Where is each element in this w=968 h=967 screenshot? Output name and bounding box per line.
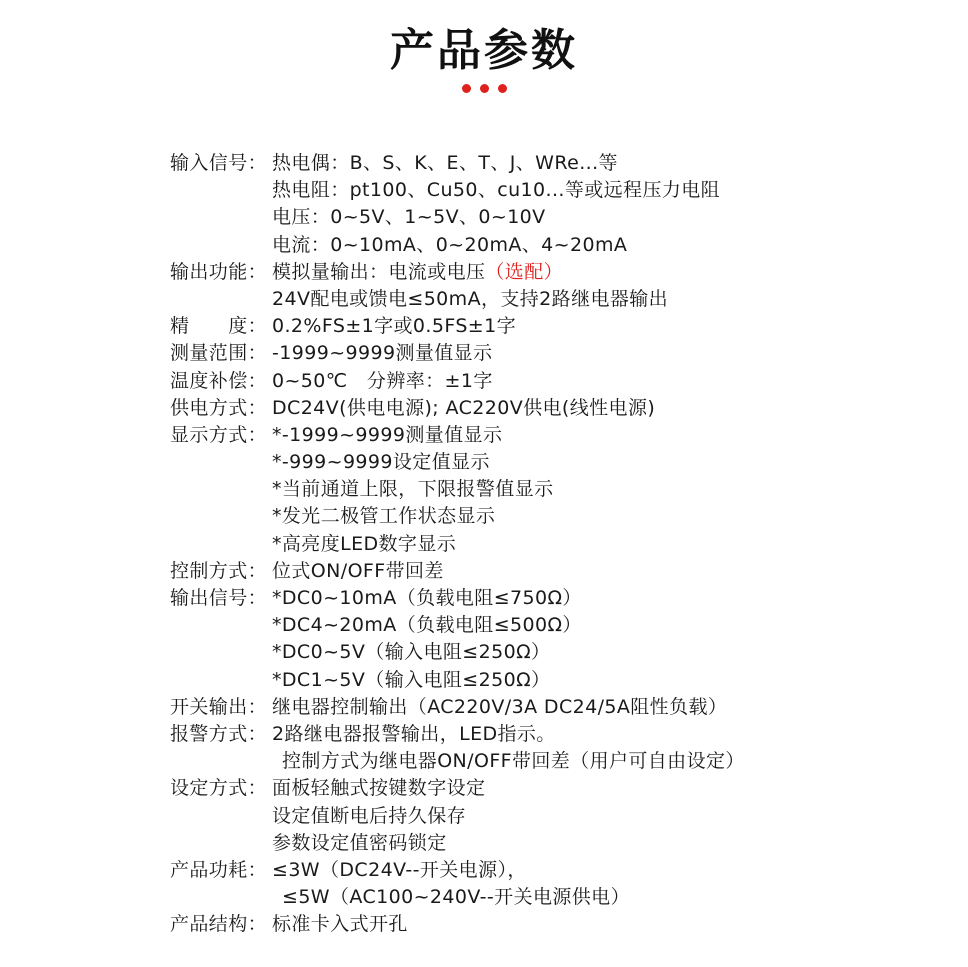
spec-value: 控制方式为继电器ON/OFF带回差（用户可自由设定） bbox=[282, 750, 745, 773]
spec-row-continued bbox=[170, 286, 960, 313]
spec-row-continued bbox=[170, 449, 960, 476]
spec-value: 2路继电器报警输出，LED指示。 bbox=[272, 722, 556, 745]
spec-value: *高亮度LED数字显示 bbox=[272, 532, 457, 555]
spec-label: 设定方式： bbox=[170, 777, 268, 800]
spec-value: *发光二极管工作状态显示 bbox=[272, 505, 496, 528]
spec-value: 热电阻：pt100、Cu50、cu10...等或远程压力电阻 bbox=[272, 179, 721, 202]
spec-value: 模拟量输出：电流或电压 bbox=[272, 260, 486, 283]
spec-row-continued bbox=[170, 884, 960, 911]
spec-row-continued bbox=[170, 476, 960, 503]
red-dot-icon bbox=[462, 84, 471, 93]
spec-label: 产品结构： bbox=[170, 913, 268, 936]
red-dot-icon bbox=[498, 84, 507, 93]
spec-value: *当前通道上限，下限报警值显示 bbox=[272, 478, 554, 501]
spec-row-temp-comp bbox=[170, 368, 960, 395]
red-dot-icon bbox=[480, 84, 489, 93]
spec-row-continued bbox=[170, 667, 960, 694]
spec-label: 测量范围： bbox=[170, 342, 268, 365]
spec-label: 报警方式： bbox=[170, 722, 268, 745]
spec-value: 继电器控制输出（AC220V/3A DC24/5A阻性负载） bbox=[272, 695, 728, 718]
spec-value: 0.2%FS±1字或0.5FS±1字 bbox=[272, 315, 517, 338]
spec-row-continued bbox=[170, 830, 960, 857]
spec-value: 热电偶：B、S、K、E、T、J、WRe...等 bbox=[272, 152, 618, 174]
spec-row-range bbox=[170, 340, 960, 367]
spec-row-switch-output bbox=[170, 694, 960, 721]
spec-row-continued bbox=[170, 232, 960, 259]
spec-label: 输入信号： bbox=[170, 152, 268, 174]
spec-row-power-consumption bbox=[170, 857, 960, 884]
spec-value: *DC0~10mA（负载电阻≤750Ω） bbox=[272, 587, 582, 609]
spec-row-continued bbox=[170, 204, 960, 231]
spec-value: 标准卡入式开孔 bbox=[272, 913, 408, 936]
spec-value: DC24V(供电电源); AC220V供电(线性电源) bbox=[272, 396, 656, 419]
spec-value: 位式ON/OFF带回差 bbox=[272, 559, 444, 582]
spec-value: *DC1~5V（输入电阻≤250Ω） bbox=[272, 668, 551, 691]
spec-label: 输出信号： bbox=[170, 587, 268, 609]
spec-value: *DC0~5V（输入电阻≤250Ω） bbox=[272, 641, 551, 664]
spec-label: 温度补偿： bbox=[170, 369, 268, 392]
title-decoration-dots bbox=[0, 84, 968, 93]
spec-label: 输出功能： bbox=[170, 260, 268, 283]
spec-row-power-supply bbox=[170, 395, 960, 422]
spec-list bbox=[170, 150, 960, 938]
spec-row-input-signal bbox=[170, 150, 960, 177]
spec-row-control bbox=[170, 558, 960, 585]
spec-label: 开关输出： bbox=[170, 695, 268, 718]
spec-value: *DC4~20mA（负载电阻≤500Ω） bbox=[272, 614, 582, 637]
page-title: 产品参数 bbox=[390, 25, 578, 76]
spec-value: *-1999~9999测量值显示 bbox=[272, 423, 503, 446]
spec-row-continued bbox=[170, 803, 960, 830]
spec-value: 24V配电或馈电≤50mA，支持2路继电器输出 bbox=[272, 287, 669, 310]
spec-label: 精 度： bbox=[170, 315, 268, 338]
spec-value: -1999~9999测量值显示 bbox=[272, 342, 493, 365]
spec-row-continued bbox=[170, 612, 960, 639]
spec-value: 参数设定值密码锁定 bbox=[272, 831, 447, 854]
spec-row-alarm bbox=[170, 721, 960, 748]
spec-value: 设定值断电后持久保存 bbox=[272, 804, 467, 827]
spec-value: *-999~9999设定值显示 bbox=[272, 451, 490, 474]
spec-value: 0~50℃ 分辨率：±1字 bbox=[272, 369, 493, 392]
spec-row-setting bbox=[170, 775, 960, 802]
spec-row-output-signal bbox=[170, 585, 960, 612]
spec-value: 电流：0~10mA、0~20mA、4~20mA bbox=[272, 233, 628, 256]
spec-row-continued bbox=[170, 639, 960, 666]
spec-label: 控制方式： bbox=[170, 559, 268, 582]
spec-row-continued bbox=[170, 503, 960, 530]
spec-label: 供电方式： bbox=[170, 396, 268, 419]
spec-row-display bbox=[170, 422, 960, 449]
spec-row-structure bbox=[170, 911, 960, 938]
spec-row-continued bbox=[170, 531, 960, 558]
spec-row-continued bbox=[170, 748, 960, 775]
spec-value: ≤3W（DC24V--开关电源）， bbox=[272, 858, 527, 881]
spec-row-continued bbox=[170, 177, 960, 204]
spec-label: 显示方式： bbox=[170, 423, 268, 446]
spec-row-output-function bbox=[170, 259, 960, 286]
spec-value: ≤5W（AC100~240V--开关电源供电） bbox=[282, 886, 630, 909]
optional-note: （选配） bbox=[485, 260, 564, 283]
spec-label: 产品功耗： bbox=[170, 858, 268, 881]
spec-value: 面板轻触式按键数字设定 bbox=[272, 777, 486, 800]
spec-row-precision bbox=[170, 313, 960, 340]
spec-value: 电压：0~5V、1~5V、0~10V bbox=[272, 206, 546, 229]
